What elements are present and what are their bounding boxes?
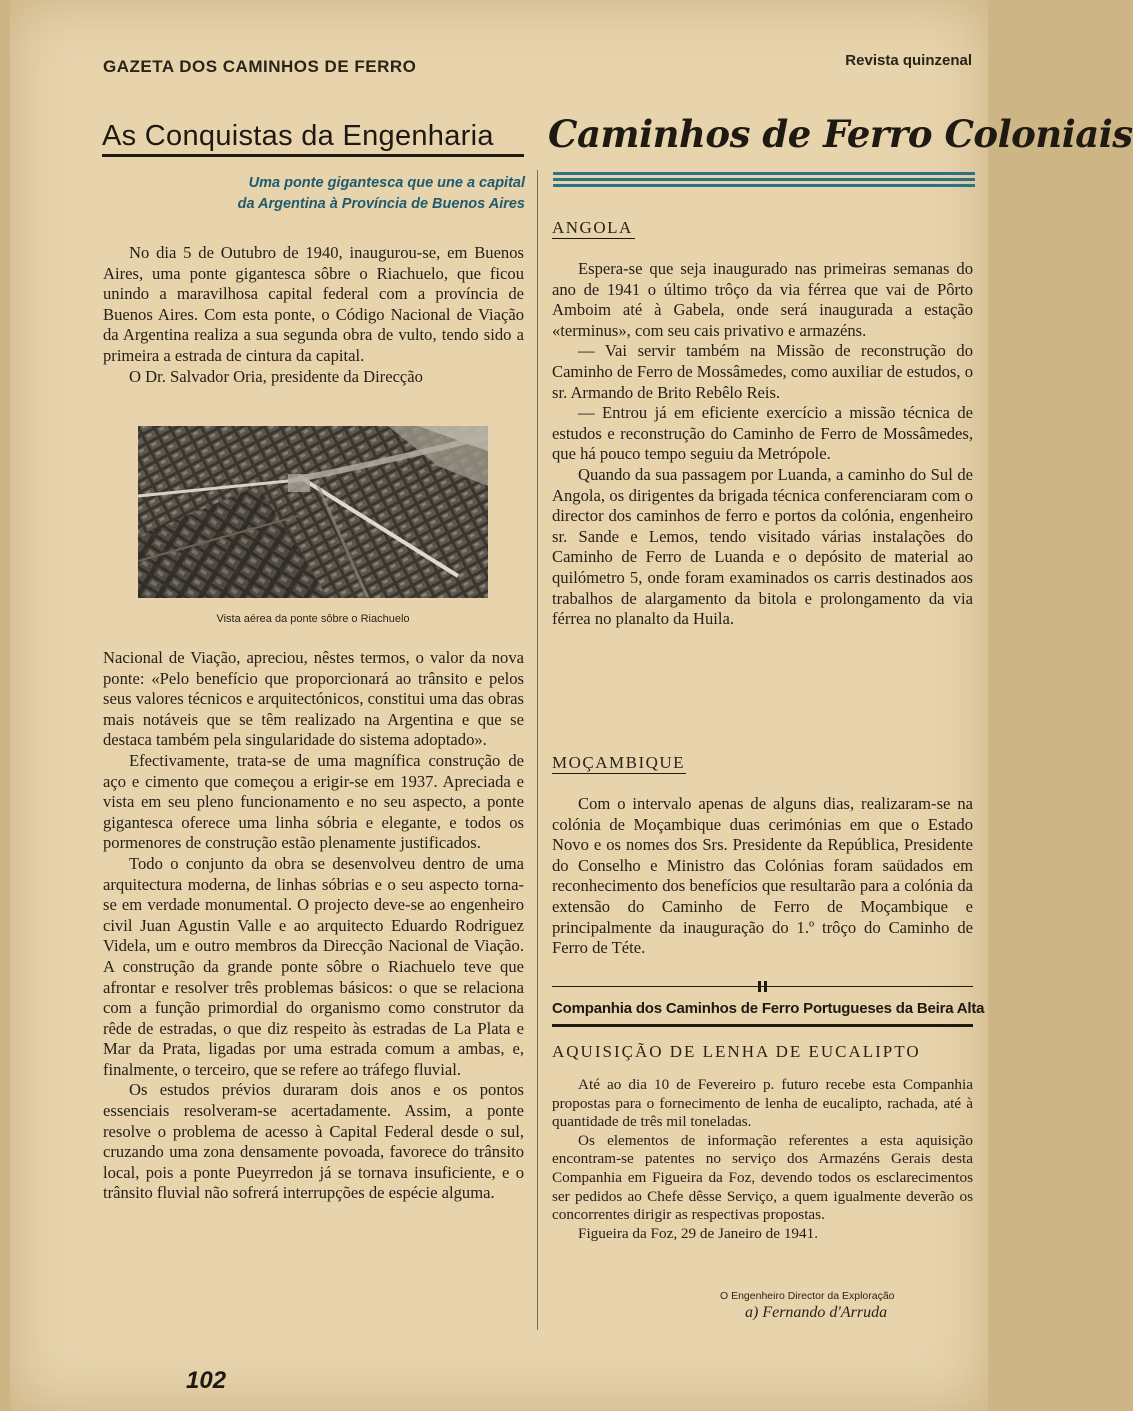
title-stripe: [553, 172, 975, 175]
aerial-bridge-photo: [138, 426, 488, 598]
angola-news: [552, 259, 973, 630]
paragraph: Os estudos prévios duraram dois anos e os pontos essenciais resolveram-se acertadamente. Assim, a ponte resolve o problema de acesso à Capital Federal desde o sul, cruzando uma zona densamente povoada, favorece do trânsito local, pois a ponte Pueyrredon já se tornava insuficiente, e o trânsito fluvial não sofrerá interrupções de espécie alguma.: [103, 1080, 524, 1203]
article-title: As Conquistas da Engenharia: [102, 120, 494, 152]
mozambique-news: [552, 794, 973, 959]
subtitle-line-1: Uma ponte gigantesca que une a capital: [248, 175, 525, 191]
publication-name: GAZETA DOS CAMINHOS DE FERRO: [103, 57, 417, 76]
acquisition-notice: [552, 1076, 973, 1243]
title-stripe: [553, 178, 975, 181]
heading-underline: [552, 238, 635, 239]
title-stripe: [553, 184, 975, 187]
paragraph: — Vai servir também na Missão de reconstrução do Caminho de Ferro de Mossâmedes, como auxiliar de estudos, o sr. Armando de Brito Rebêlo Reis.: [552, 341, 973, 402]
paragraph: No dia 5 de Outubro de 1940, inaugurou-se, em Buenos Aires, uma ponte gigantesca sôbre o Riachuelo, que ficou unindo a maravilhosa capital federal com a província de Buenos Aires. Com esta ponte, o Código Nacional de Viação da Argentina realiza a sua segunda obra de vulto, tendo sido a primeira a estrada de cintura da capital.: [103, 243, 524, 365]
paragraph: Com o intervalo apenas de alguns dias, realizaram-se na colónia de Moçambique duas cerimónias em que o Estado Novo e os nomes dos Srs. Presidente da República, Presidente do Conselho e Ministro das Colónias foram saüdados em reconhecimento dos benefícios que resultarão para a colónia da extensão do Caminho de Ferro de Moçambique e principalmente da inauguração do 1.º trôço do Caminho de Ferro de Téte.: [552, 794, 973, 958]
section-title: Caminhos de Ferro Coloniais: [548, 112, 1133, 156]
article-body: [103, 648, 524, 1204]
mozambique-heading: MOÇAMBIQUE: [552, 753, 686, 772]
ornament-mark: [764, 981, 767, 992]
paragraph: Espera-se que seja inaugurado nas primeiras semanas do ano de 1941 o último trôço da via férrea que vai de Pôrto Amboim até à Gabela, onde será inaugurada a estação «terminus», com seu cais privativo e armazéns.: [552, 259, 973, 340]
paragraph: Quando da sua passagem por Luanda, a caminho do Sul de Angola, os dirigentes da brigada técnica conferenciaram com o director dos caminhos de ferro e portos da colónia, engenheiro sr. Sande e Lemos, tendo visitado várias instalações do Caminho de Ferro de Luanda e o depósito de material ao quilómetro 5, onde foram examinados os carris destinados aos trabalhos de alargamento da bitola e prolongamento da via férrea no planalto da Huila.: [552, 464, 973, 629]
paragraph: Até ao dia 10 de Fevereiro p. futuro recebe esta Companhia propostas para o fornecimento de lenha de eucalipto, rachada, até à quantidade de três mil toneladas.: [552, 1076, 973, 1131]
title-underline: [102, 154, 524, 157]
angola-heading: ANGOLA: [552, 218, 633, 237]
heading-underline: [552, 773, 686, 774]
page-number: 102: [186, 1367, 227, 1394]
ornament-rule: [552, 986, 973, 987]
paragraph: Figueira da Foz, 29 de Janeiro de 1941.: [578, 1224, 818, 1242]
column-divider: [537, 170, 538, 1330]
company-heading: Companhia dos Caminhos de Ferro Portugueses da Beira Alta: [552, 1000, 985, 1017]
acquisition-heading: AQUISIÇÃO DE LENHA DE EUCALIPTO: [552, 1042, 921, 1061]
ornament-mark: [758, 981, 761, 992]
paragraph: Nacional de Viação, apreciou, nêstes termos, o valor da nova ponte: «Pelo benefício que proporcionará ao trânsito e pelos seus valores técnicos e arquitectónicos, constitui uma das obras mais notáveis que se têm realizado na Argentina e que se destaca também pela singularidade do sistema adoptado».: [103, 648, 524, 750]
paragraph: Todo o conjunto da obra se desenvolveu dentro de uma arquitectura moderna, de linhas sóbrias e o seu aspecto torna-se em verdade monumental. O projecto deve-se ao engenheiro civil Juan Agustin Valle e ao arquitecto Eduardo Rodriguez Videla, um e outro membros da Direcção Nacional de Viação. A construção da grande ponte sôbre o Riachuelo teve que afrontar e resolver três problemas básicos: o que se relaciona com a função primordial do organismo como construtor da rêde de estradas, o que diz respeito às estradas de La Plata e Mar da Prata, ligadas por uma estrada comum a ambas, e, finalmente, o terceiro, que se refere ao tráfego fluvial.: [103, 853, 524, 1079]
subtitle-line-2: da Argentina à Província de Buenos Aires: [237, 196, 525, 212]
photo-caption: Vista aérea da ponte sôbre o Riachuelo: [216, 613, 410, 625]
article-intro: [103, 243, 524, 387]
aerial-photo-image: [138, 426, 488, 598]
paragraph: Os elementos de informação referentes a esta aquisição encontram-se patentes no serviço dos Armazéns Gerais desta Companhia em Figueira da Foz, devendo todos os esclarecimentos ser pedidos ao Chefe dêsse Serviço, a quem igualmente deverão os concorrentes dirigir as respectivas propostas.: [552, 1131, 973, 1224]
paragraph: Efectivamente, trata-se de uma magnífica construção de aço e cimento que começou a erigir-se em 1937. Apreciada e vista em seu pleno funcionamento e no seu aspecto, a ponte gigantesca oferece uma linha sóbria e elegante, e todos os pormenores de construção estão plenamente justificados.: [103, 750, 524, 853]
signature-name: a) Fernando d'Arruda: [745, 1304, 888, 1321]
signature-role: O Engenheiro Director da Exploração: [720, 1290, 895, 1302]
paragraph: O Dr. Salvador Oria, presidente da Direcção: [129, 366, 423, 386]
paragraph: — Entrou já em eficiente exercício a missão técnica de estudos e reconstrução do Caminho de Ferro de Mossâmedes, que há pouco tempo seguiu da Metrópole.: [552, 403, 973, 464]
article-subtitle: [170, 173, 525, 215]
publication-frequency: Revista quinzenal: [845, 52, 972, 69]
company-underline: [552, 1024, 973, 1027]
